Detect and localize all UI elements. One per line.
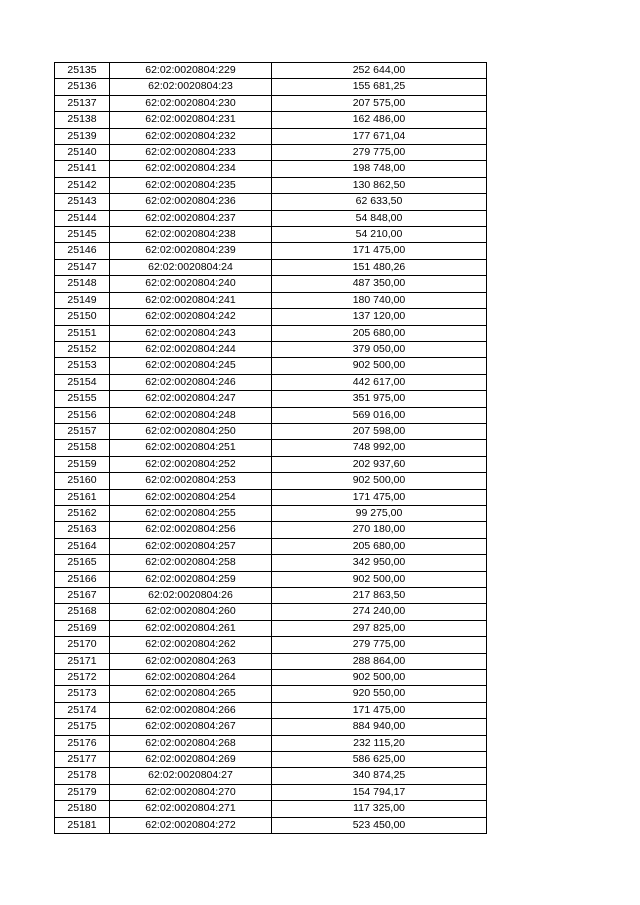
row-number-cell: 25159 <box>55 456 110 472</box>
table-row <box>55 95 487 111</box>
table-row <box>55 325 487 341</box>
row-number-cell: 25136 <box>55 79 110 95</box>
table-row <box>55 259 487 275</box>
row-number-cell: 25147 <box>55 259 110 275</box>
row-number-cell: 25155 <box>55 391 110 407</box>
table-row <box>55 670 487 686</box>
cadastral-number-cell: 62:02:0020804:264 <box>110 670 272 686</box>
table-row <box>55 243 487 259</box>
cadastral-number-cell: 62:02:0020804:243 <box>110 325 272 341</box>
row-number-cell: 25157 <box>55 423 110 439</box>
value-cell: 902 500,00 <box>272 473 487 489</box>
row-number-cell: 25161 <box>55 489 110 505</box>
cadastral-number-cell: 62:02:0020804:244 <box>110 341 272 357</box>
table-row <box>55 391 487 407</box>
row-number-cell: 25170 <box>55 637 110 653</box>
cadastral-number-cell: 62:02:0020804:26 <box>110 588 272 604</box>
value-cell: 171 475,00 <box>272 702 487 718</box>
value-cell: 217 863,50 <box>272 588 487 604</box>
table-row <box>55 161 487 177</box>
value-cell: 137 120,00 <box>272 309 487 325</box>
cadastral-number-cell: 62:02:0020804:235 <box>110 177 272 193</box>
cadastral-number-cell: 62:02:0020804:257 <box>110 538 272 554</box>
table-row <box>55 571 487 587</box>
table-row <box>55 473 487 489</box>
row-number-cell: 25149 <box>55 292 110 308</box>
table-row <box>55 588 487 604</box>
value-cell: 748 992,00 <box>272 440 487 456</box>
cadastral-number-cell: 62:02:0020804:248 <box>110 407 272 423</box>
cadastral-number-cell: 62:02:0020804:236 <box>110 194 272 210</box>
row-number-cell: 25167 <box>55 588 110 604</box>
value-cell: 569 016,00 <box>272 407 487 423</box>
row-number-cell: 25140 <box>55 145 110 161</box>
row-number-cell: 25138 <box>55 112 110 128</box>
row-number-cell: 25146 <box>55 243 110 259</box>
row-number-cell: 25150 <box>55 309 110 325</box>
table-row <box>55 505 487 521</box>
row-number-cell: 25172 <box>55 670 110 686</box>
row-number-cell: 25137 <box>55 95 110 111</box>
cadastral-number-cell: 62:02:0020804:256 <box>110 522 272 538</box>
table-row <box>55 341 487 357</box>
table-body <box>55 63 487 834</box>
cadastral-number-cell: 62:02:0020804:247 <box>110 391 272 407</box>
table-row <box>55 440 487 456</box>
row-number-cell: 25175 <box>55 719 110 735</box>
cadastral-number-cell: 62:02:0020804:259 <box>110 571 272 587</box>
table-row <box>55 801 487 817</box>
table-row <box>55 358 487 374</box>
table-row <box>55 374 487 390</box>
table-row <box>55 456 487 472</box>
table-row <box>55 719 487 735</box>
row-number-cell: 25144 <box>55 210 110 226</box>
cadastral-number-cell: 62:02:0020804:260 <box>110 604 272 620</box>
value-cell: 902 500,00 <box>272 358 487 374</box>
table-row <box>55 407 487 423</box>
cadastral-number-cell: 62:02:0020804:250 <box>110 423 272 439</box>
table-row <box>55 604 487 620</box>
cadastral-number-cell: 62:02:0020804:238 <box>110 227 272 243</box>
row-number-cell: 25180 <box>55 801 110 817</box>
value-cell: 586 625,00 <box>272 752 487 768</box>
table-row <box>55 522 487 538</box>
cadastral-number-cell: 62:02:0020804:242 <box>110 309 272 325</box>
value-cell: 154 794,17 <box>272 784 487 800</box>
value-cell: 198 748,00 <box>272 161 487 177</box>
value-cell: 288 864,00 <box>272 653 487 669</box>
row-number-cell: 25163 <box>55 522 110 538</box>
row-number-cell: 25151 <box>55 325 110 341</box>
row-number-cell: 25169 <box>55 620 110 636</box>
value-cell: 340 874,25 <box>272 768 487 784</box>
value-cell: 62 633,50 <box>272 194 487 210</box>
cadastral-number-cell: 62:02:0020804:27 <box>110 768 272 784</box>
cadastral-number-cell: 62:02:0020804:266 <box>110 702 272 718</box>
cadastral-number-cell: 62:02:0020804:233 <box>110 145 272 161</box>
table-row <box>55 79 487 95</box>
cadastral-number-cell: 62:02:0020804:271 <box>110 801 272 817</box>
row-number-cell: 25165 <box>55 555 110 571</box>
value-cell: 902 500,00 <box>272 670 487 686</box>
value-cell: 180 740,00 <box>272 292 487 308</box>
cadastral-number-cell: 62:02:0020804:245 <box>110 358 272 374</box>
cadastral-number-cell: 62:02:0020804:24 <box>110 259 272 275</box>
value-cell: 130 862,50 <box>272 177 487 193</box>
row-number-cell: 25164 <box>55 538 110 554</box>
cadastral-number-cell: 62:02:0020804:267 <box>110 719 272 735</box>
value-cell: 902 500,00 <box>272 571 487 587</box>
value-cell: 279 775,00 <box>272 145 487 161</box>
row-number-cell: 25154 <box>55 374 110 390</box>
cadastral-number-cell: 62:02:0020804:269 <box>110 752 272 768</box>
table-row <box>55 555 487 571</box>
row-number-cell: 25179 <box>55 784 110 800</box>
value-cell: 117 325,00 <box>272 801 487 817</box>
table-row <box>55 735 487 751</box>
value-cell: 379 050,00 <box>272 341 487 357</box>
value-cell: 442 617,00 <box>272 374 487 390</box>
cadastral-number-cell: 62:02:0020804:246 <box>110 374 272 390</box>
value-cell: 162 486,00 <box>272 112 487 128</box>
value-cell: 920 550,00 <box>272 686 487 702</box>
table-row <box>55 423 487 439</box>
row-number-cell: 25152 <box>55 341 110 357</box>
cadastral-number-cell: 62:02:0020804:234 <box>110 161 272 177</box>
value-cell: 270 180,00 <box>272 522 487 538</box>
row-number-cell: 25166 <box>55 571 110 587</box>
value-cell: 279 775,00 <box>272 637 487 653</box>
cadastral-number-cell: 62:02:0020804:23 <box>110 79 272 95</box>
cadastral-number-cell: 62:02:0020804:268 <box>110 735 272 751</box>
value-cell: 207 598,00 <box>272 423 487 439</box>
cadastral-number-cell: 62:02:0020804:232 <box>110 128 272 144</box>
table-row <box>55 145 487 161</box>
table-row <box>55 309 487 325</box>
row-number-cell: 25153 <box>55 358 110 374</box>
cadastral-number-cell: 62:02:0020804:258 <box>110 555 272 571</box>
table-row <box>55 620 487 636</box>
table-row <box>55 538 487 554</box>
table-row <box>55 653 487 669</box>
row-number-cell: 25160 <box>55 473 110 489</box>
cadastral-number-cell: 62:02:0020804:240 <box>110 276 272 292</box>
data-table <box>54 62 487 834</box>
value-cell: 151 480,26 <box>272 259 487 275</box>
value-cell: 252 644,00 <box>272 63 487 79</box>
table-row <box>55 702 487 718</box>
cadastral-number-cell: 62:02:0020804:272 <box>110 817 272 833</box>
value-cell: 171 475,00 <box>272 489 487 505</box>
row-number-cell: 25141 <box>55 161 110 177</box>
row-number-cell: 25177 <box>55 752 110 768</box>
table-row <box>55 227 487 243</box>
value-cell: 99 275,00 <box>272 505 487 521</box>
cadastral-number-cell: 62:02:0020804:231 <box>110 112 272 128</box>
value-cell: 523 450,00 <box>272 817 487 833</box>
cadastral-number-cell: 62:02:0020804:261 <box>110 620 272 636</box>
value-cell: 232 115,20 <box>272 735 487 751</box>
row-number-cell: 25181 <box>55 817 110 833</box>
table-row <box>55 292 487 308</box>
table-row <box>55 489 487 505</box>
row-number-cell: 25143 <box>55 194 110 210</box>
cadastral-number-cell: 62:02:0020804:229 <box>110 63 272 79</box>
value-cell: 205 680,00 <box>272 325 487 341</box>
cadastral-number-cell: 62:02:0020804:252 <box>110 456 272 472</box>
row-number-cell: 25176 <box>55 735 110 751</box>
value-cell: 202 937,60 <box>272 456 487 472</box>
cadastral-number-cell: 62:02:0020804:254 <box>110 489 272 505</box>
table-row <box>55 817 487 833</box>
table-row <box>55 63 487 79</box>
table-row <box>55 210 487 226</box>
table-row <box>55 276 487 292</box>
cadastral-number-cell: 62:02:0020804:237 <box>110 210 272 226</box>
value-cell: 487 350,00 <box>272 276 487 292</box>
table-row <box>55 177 487 193</box>
table-row <box>55 637 487 653</box>
value-cell: 171 475,00 <box>272 243 487 259</box>
value-cell: 351 975,00 <box>272 391 487 407</box>
cadastral-number-cell: 62:02:0020804:255 <box>110 505 272 521</box>
row-number-cell: 25158 <box>55 440 110 456</box>
cadastral-number-cell: 62:02:0020804:263 <box>110 653 272 669</box>
cadastral-number-cell: 62:02:0020804:251 <box>110 440 272 456</box>
value-cell: 155 681,25 <box>272 79 487 95</box>
table-row <box>55 686 487 702</box>
value-cell: 274 240,00 <box>272 604 487 620</box>
cadastral-number-cell: 62:02:0020804:241 <box>110 292 272 308</box>
table-row <box>55 112 487 128</box>
row-number-cell: 25178 <box>55 768 110 784</box>
document-page <box>54 62 487 834</box>
cadastral-number-cell: 62:02:0020804:230 <box>110 95 272 111</box>
value-cell: 342 950,00 <box>272 555 487 571</box>
value-cell: 54 848,00 <box>272 210 487 226</box>
value-cell: 884 940,00 <box>272 719 487 735</box>
row-number-cell: 25174 <box>55 702 110 718</box>
cadastral-number-cell: 62:02:0020804:270 <box>110 784 272 800</box>
value-cell: 54 210,00 <box>272 227 487 243</box>
cadastral-number-cell: 62:02:0020804:262 <box>110 637 272 653</box>
value-cell: 297 825,00 <box>272 620 487 636</box>
row-number-cell: 25173 <box>55 686 110 702</box>
row-number-cell: 25142 <box>55 177 110 193</box>
table-row <box>55 128 487 144</box>
value-cell: 207 575,00 <box>272 95 487 111</box>
cadastral-number-cell: 62:02:0020804:265 <box>110 686 272 702</box>
row-number-cell: 25156 <box>55 407 110 423</box>
row-number-cell: 25145 <box>55 227 110 243</box>
value-cell: 205 680,00 <box>272 538 487 554</box>
row-number-cell: 25171 <box>55 653 110 669</box>
cadastral-number-cell: 62:02:0020804:253 <box>110 473 272 489</box>
cadastral-number-cell: 62:02:0020804:239 <box>110 243 272 259</box>
table-row <box>55 752 487 768</box>
table-row <box>55 768 487 784</box>
table-row <box>55 194 487 210</box>
value-cell: 177 671,04 <box>272 128 487 144</box>
row-number-cell: 25139 <box>55 128 110 144</box>
row-number-cell: 25168 <box>55 604 110 620</box>
table-row <box>55 784 487 800</box>
row-number-cell: 25135 <box>55 63 110 79</box>
row-number-cell: 25148 <box>55 276 110 292</box>
row-number-cell: 25162 <box>55 505 110 521</box>
